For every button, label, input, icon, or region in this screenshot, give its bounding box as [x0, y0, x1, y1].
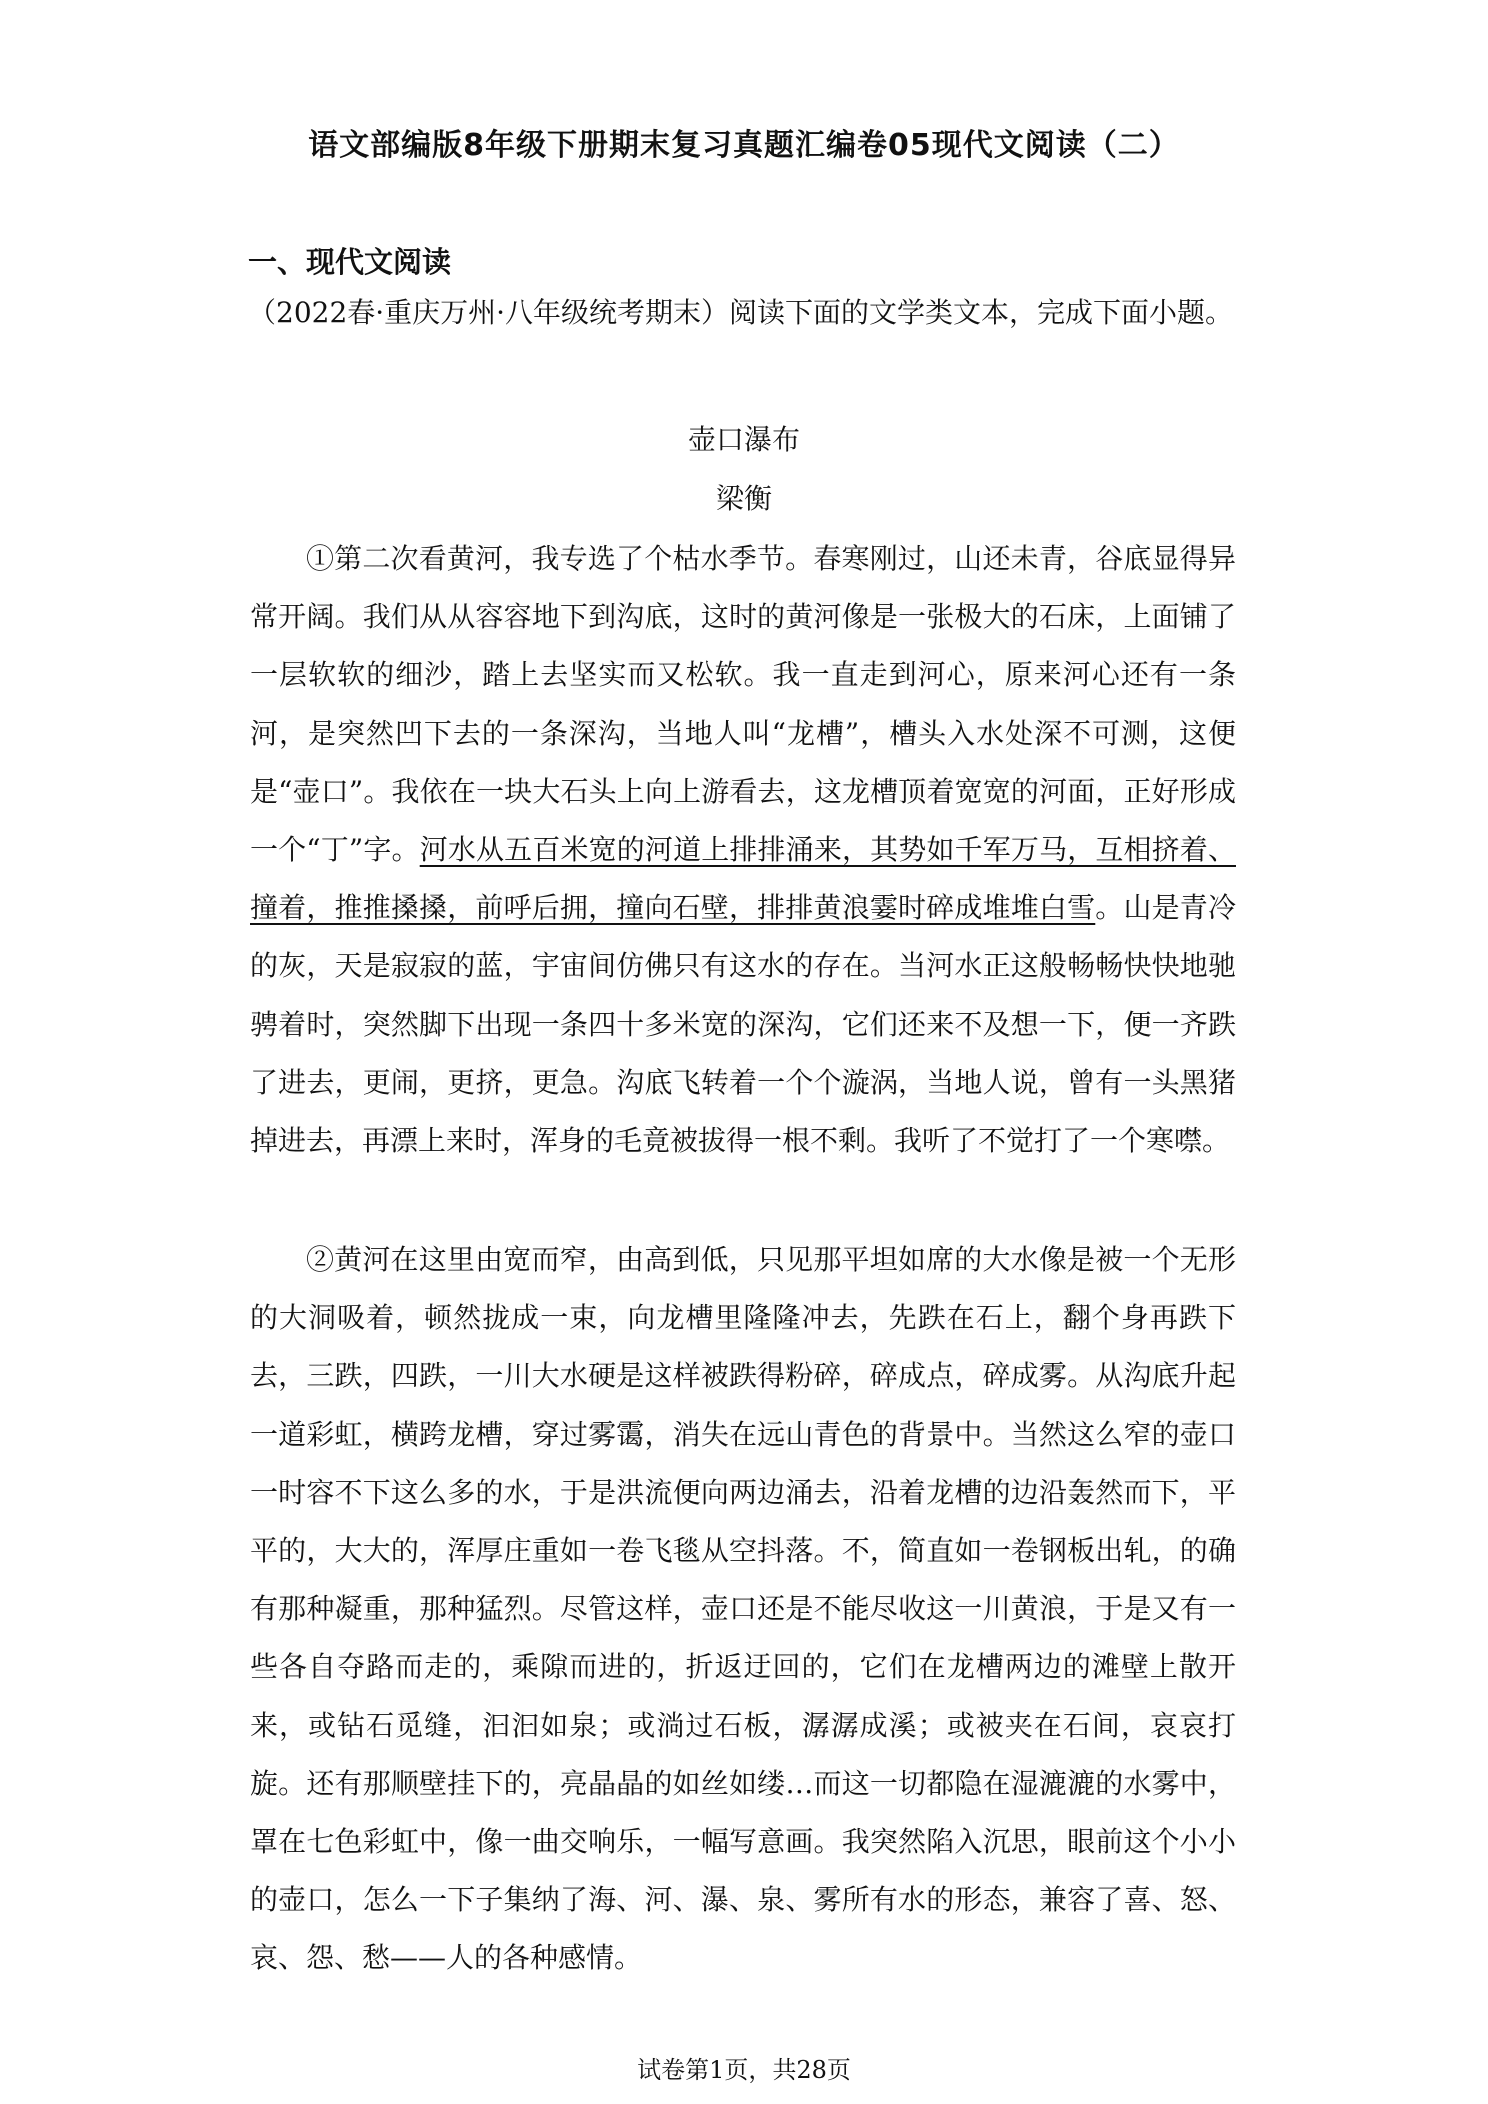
page-footer: 试卷第1页，共28页 — [637, 2056, 851, 2084]
passage-author: 梁衡 — [715, 482, 772, 515]
passage-title: 壶口瀑布 — [687, 423, 800, 456]
section-heading: 一、现代文阅读 — [248, 245, 452, 279]
paragraph-1-text-a: ①第二次看黄河，我专选了个枯水季节。春寒刚过，山还未青，谷底显得异常开阔。我们从从容容地下到沟底，这时的黄河像是一张极大的石床，上面铺了一层软软的细沙，踏上去坚实而又松软。我一直走到河心，原来河心还有一条河，是突然凹下去的一条深沟，当地人叫“龙槽”，槽头入水处深不可测，这便是“壶口”。我依在一块大石头上向上游看去，这龙槽顶着宽宽的河面，正好形成一个“丁”字。 — [250, 542, 1236, 867]
question-intro: （2022春·重庆万州·八年级统考期末）阅读下面的文学类文本，完成下面小题。 — [248, 296, 1234, 329]
paragraph-1-text-b: 。山是青冷的灰，天是寂寂的蓝，宇宙间仿佛只有这水的存在。当河水正这般畅畅快快地驰骋着时，突然脚下出现一条四十多米宽的深沟，它们还来不及想一下，便一齐跌了进去，更闹，更挤，更急。沟底飞转着一个个漩涡，当地人说，曾有一头黑猪掉进去，再漂上来时，浑身的毛竟被拔得一根不剩。我听了不觉打了一个寒噤。 — [250, 891, 1236, 1158]
paragraph-2: ②黄河在这里由宽而窄，由高到低，只见那平坦如席的大水像是被一个无形的大洞吸着，顿然拢成一束，向龙槽里隆隆冲去，先跌在石上，翻个身再跌下去，三跌，四跌，一川大水硬是这样被跌得粉碎，碎成点，碎成雾。从沟底升起一道彩虹，横跨龙槽，穿过雾霭，消失在远山青色的背景中。当然这么窄的壶口一时容不下这么多的水，于是洪流便向两边涌去，沿着龙槽的边沿轰然而下，平平的，大大的，浑厚庄重如一卷飞毯从空抖落。不，简直如一卷钢板出轧，的确有那种凝重，那种猛烈。尽管这样，壶口还是不能尽收这一川黄浪，于是又有一些各自夺路而走的，乘隙而进的，折返迂回的，它们在龙槽两边的滩壁上散开来，或钻石觅缝，汩汩如泉；或淌过石板，潺潺成溪；或被夹在石间，哀哀打旋。还有那顺壁挂下的，亮晶晶的如丝如缕…而这一切都隐在湿漉漉的水雾中，罩在七色彩虹中，像一曲交响乐，一幅写意画。我突然陷入沉思，眼前这个小小的壶口，怎么一下子集纳了海、河、瀑、泉、雾所有水的形态，兼容了喜、怒、哀、怨、愁——人的各种感情。 — [250, 1243, 1236, 1975]
document-title: 语文部编版8年级下册期末复习真题汇编卷05现代文阅读（二） — [308, 128, 1180, 163]
underlined-sentence: 河水从五百米宽的河道上排排涌来，其势如千军万马，互相挤着、撞着，推推搡搡，前呼后拥，撞向石壁，排排黄浪霎时碎成堆堆白雪 — [250, 833, 1236, 925]
paragraph-1 — [250, 530, 1236, 1170]
